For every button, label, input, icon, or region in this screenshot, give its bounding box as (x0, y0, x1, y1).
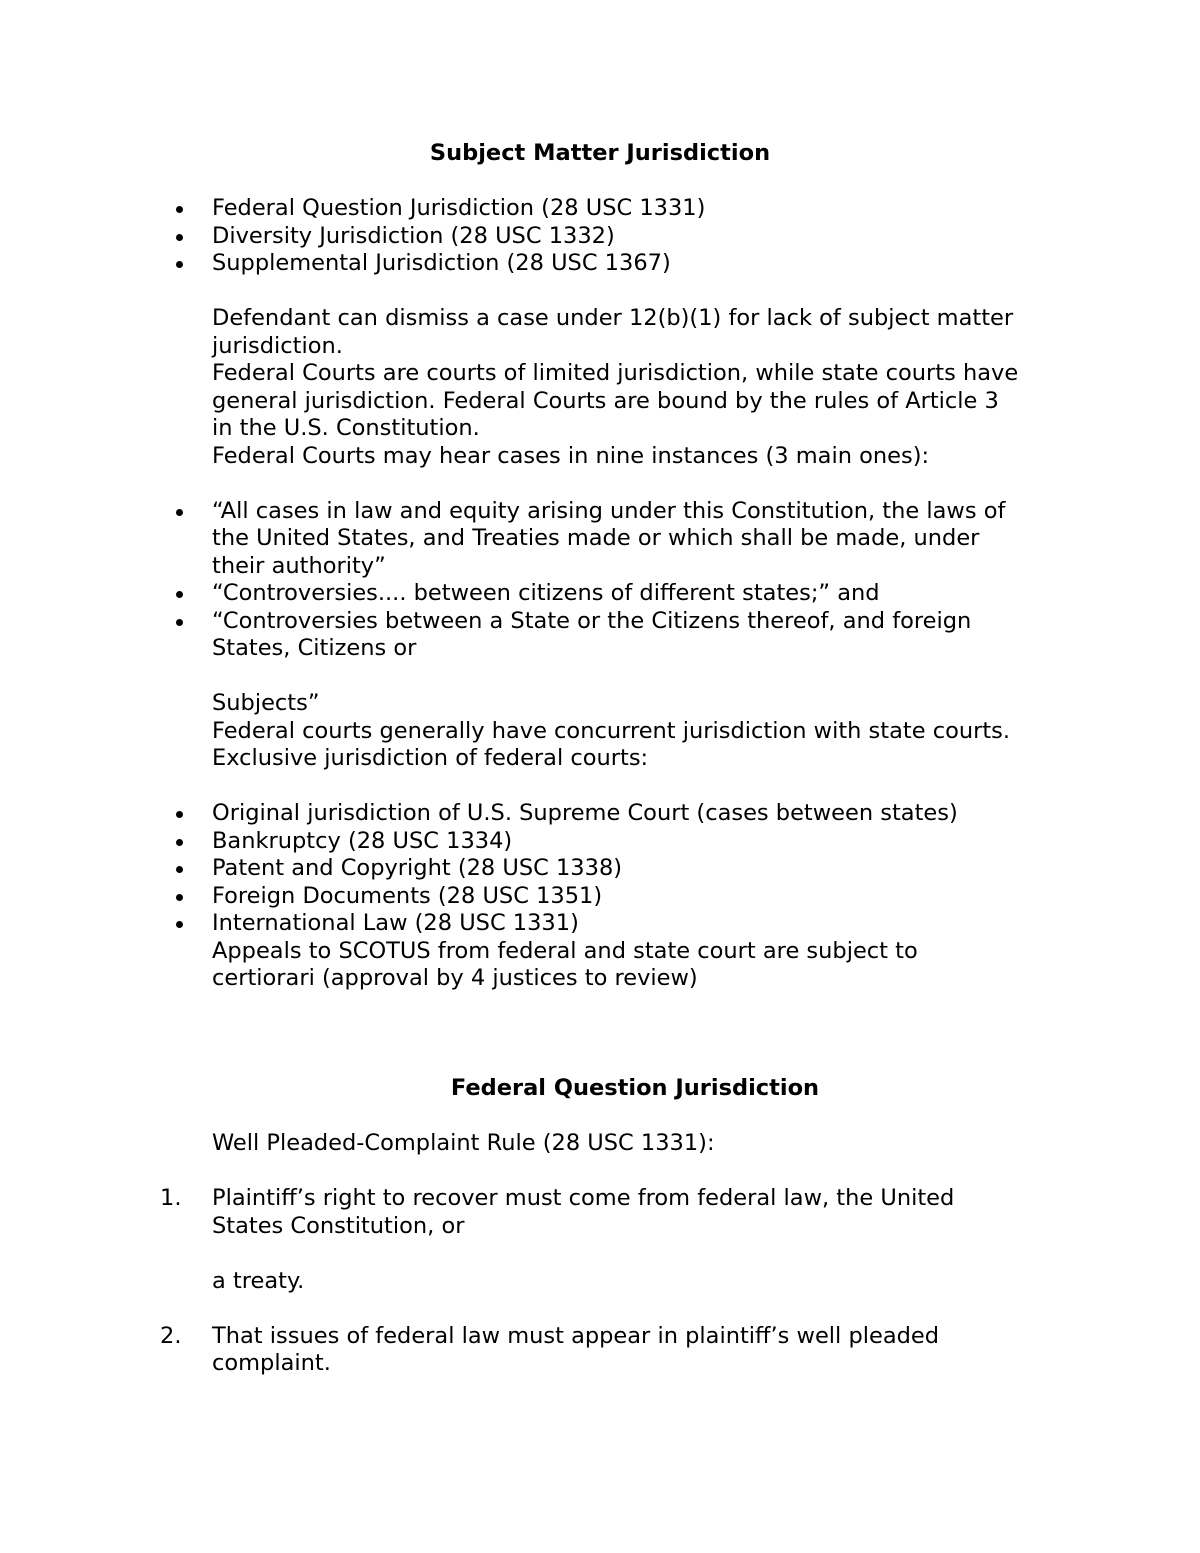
item-number: 2. (160, 1322, 182, 1349)
exclusive-jurisdiction-list (212, 800, 1072, 993)
spacer (212, 1158, 1072, 1186)
item-number: 1. (160, 1185, 182, 1211)
paragraph-concurrent (212, 690, 1072, 773)
list-item: 2. That issues of federal law must appear in plaintiff’s well pleaded complaint. (160, 1322, 940, 1376)
spacer (212, 1048, 1072, 1076)
list-item: Foreign Documents (28 USC 1351) (212, 883, 1072, 911)
spacer (212, 168, 1072, 196)
text-line: Federal Courts may hear cases in nine instances (3 main ones): (212, 442, 930, 469)
spacer (212, 1295, 1072, 1323)
spacer (212, 663, 1072, 691)
list-item: International Law (28 USC 1331) Appeals to SCOTUS from federal and state court are subject to certiorari (approval by 4 justices to review) (212, 910, 1072, 993)
list-item: Bankruptcy (28 USC 1334) (212, 828, 1072, 856)
document-content (160, 140, 1072, 1378)
jurisdiction-types-list (212, 195, 1072, 278)
spacer (212, 278, 1072, 306)
list-item: Federal Question Jurisdiction (28 USC 1331) (212, 195, 1072, 223)
text-line: general jurisdiction. Federal Courts are bound by the rules of Article 3 (212, 387, 999, 414)
spacer (212, 773, 1072, 801)
text-line: Federal courts generally have concurrent jurisdiction with state courts. (212, 717, 1011, 744)
list-item: Original jurisdiction of U.S. Supreme Court (cases between states) (212, 800, 1072, 828)
text-line: Exclusive jurisdiction of federal courts: (212, 745, 649, 771)
text-line: Subjects” (212, 690, 320, 716)
text-line: Defendant can dismiss a case under 12(b)(1) for lack of subject matter (212, 305, 1014, 331)
rule-intro: Well Pleaded-Complaint Rule (28 USC 1331): (212, 1130, 715, 1156)
text-line: jurisdiction. (212, 332, 343, 359)
spacer (212, 470, 1072, 498)
section-title-federal-question: Federal Question Jurisdiction (450, 1075, 820, 1101)
list-item: “Controversies.... between citizens of different states;” and (212, 580, 1072, 608)
list-item: 1. Plaintiff’s right to recover must come from federal law, the United States Constitution, or a treaty. (160, 1185, 955, 1294)
list-item: “Controversies between a State or the Citizens thereof, and foreign States, Citizens or (212, 608, 1072, 663)
list-item: Diversity Jurisdiction (28 USC 1332) (212, 223, 1072, 251)
list-item: “All cases in law and equity arising under this Constitution, the laws of the United States, and Treaties made or which shall be made, under their authority” (212, 498, 1072, 581)
text-line: Federal Courts are courts of limited jurisdiction, while state courts have (212, 360, 1019, 386)
text-line: in the U.S. Constitution. (212, 415, 480, 441)
instances-list (212, 498, 1072, 663)
section-title-subject-matter: Subject Matter Jurisdiction (429, 140, 771, 166)
rule-requirements-list (160, 1185, 1072, 1378)
spacer (212, 993, 1072, 1021)
spacer (212, 1103, 1072, 1131)
list-item: Supplemental Jurisdiction (28 USC 1367) (212, 250, 1072, 278)
spacer (212, 1020, 1072, 1048)
paragraph-dismissal (212, 305, 1072, 470)
list-item: Patent and Copyright (28 USC 1338) (212, 855, 1072, 883)
